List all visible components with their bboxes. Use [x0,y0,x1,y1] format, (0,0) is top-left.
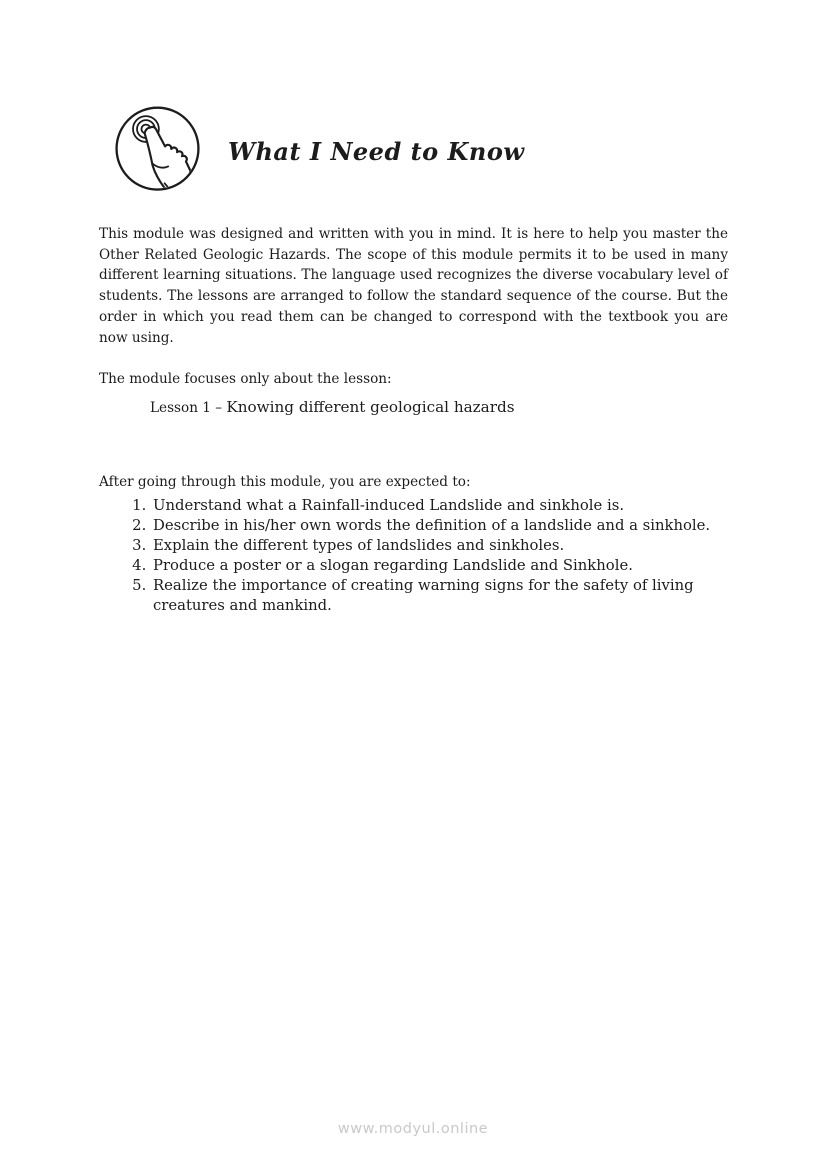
objective-item: 5. Realize the importance of creating warning signs for the safety of living creatures and mankind. [151,576,728,616]
objective-item: 4. Produce a poster or a slogan regarding Landslide and Sinkhole. [151,556,728,576]
objective-item: 1. Understand what a Rainfall-induced Landslide and sinkhole is. [151,496,728,516]
objective-item: 3. Explain the different types of landslides and sinkholes. [151,536,728,556]
objective-item: 2. Describe in his/her own words the definition of a landslide and a sinkhole. [151,516,728,536]
lesson-title: Knowing different geological hazards [226,398,515,417]
lesson-prefix: Lesson 1 – [150,400,227,417]
lesson-line [150,398,728,416]
page-content [99,224,728,616]
page-title: What I Need to Know [228,137,525,166]
focus-line: The module focuses only about the lesson: [99,371,392,388]
module-intro-paragraph: This module was designed and written with you in mind. It is here to help you master the Other Related Geologic Hazards. The scope of this module permits it to be used in many different learning situations. The language used recognizes the diverse vocabulary level of students. The lessons are arranged to follow the standard sequence of the course. But the order in which you read them can be changed to correspond with the textbook you are now using. [99,226,728,346]
objectives-intro: After going through this module, you are expected to: [99,474,471,491]
tap-hand-icon [113,105,202,194]
section-header [113,105,525,194]
objectives-list [99,496,728,615]
footer-watermark: www.modyul.online [337,1121,489,1137]
